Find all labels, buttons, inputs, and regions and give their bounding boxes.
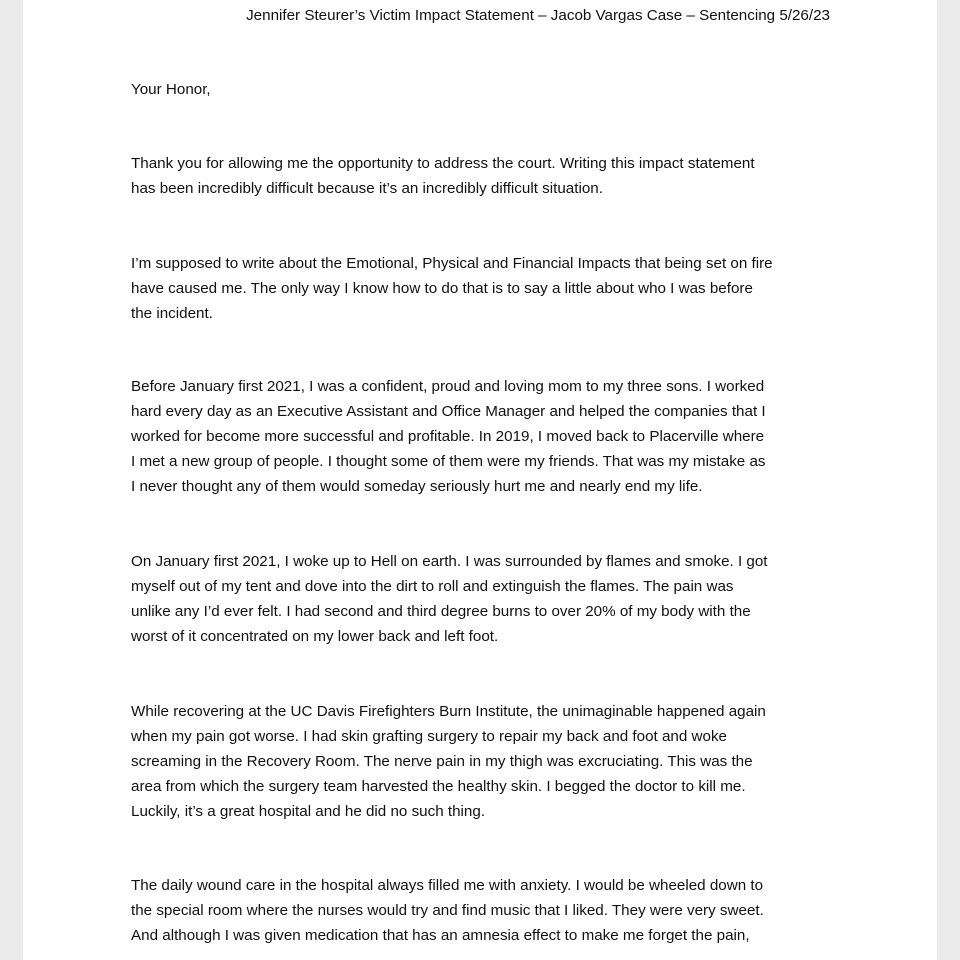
- text-line: While recovering at the UC Davis Firefighters Burn Institute, the unimaginable happened again: [131, 703, 766, 720]
- paragraph: [131, 151, 755, 201]
- text-line: have caused me. The only way I know how to do that is to say a little about who I was before: [131, 280, 753, 297]
- salutation: Your Honor,: [131, 81, 211, 98]
- text-line: the incident.: [131, 305, 213, 322]
- text-line: worst of it concentrated on my lower back and left foot.: [131, 628, 499, 645]
- text-line: hard every day as an Executive Assistant and Office Manager and helped the companies that I: [131, 403, 766, 420]
- document-header: Jennifer Steurer’s Victim Impact Statement – Jacob Vargas Case – Sentencing 5/26/23: [246, 7, 830, 24]
- paragraph: [131, 873, 764, 948]
- text-line: the special room where the nurses would try and find music that I liked. They were very sweet.: [131, 902, 764, 919]
- text-line: I met a new group of people. I thought some of them were my friends. That was my mistake as: [131, 453, 766, 470]
- text-line: I never thought any of them would someday seriously hurt me and nearly end my life.: [131, 478, 703, 495]
- document-page: [23, 0, 937, 960]
- text-line: when my pain got worse. I had skin grafting surgery to repair my back and foot and woke: [131, 728, 727, 745]
- text-line: unlike any I’d ever felt. I had second and third degree burns to over 20% of my body with the: [131, 603, 751, 620]
- text-line: myself out of my tent and dove into the dirt to roll and extinguish the flames. The pain was: [131, 578, 734, 595]
- text-line: worked for become more successful and profitable. In 2019, I moved back to Placerville where: [131, 428, 765, 445]
- text-line: has been incredibly difficult because it’s an incredibly difficult situation.: [131, 180, 603, 197]
- text-line: Thank you for allowing me the opportunity to address the court. Writing this impact statement: [131, 155, 755, 172]
- paragraph: [131, 374, 766, 499]
- text-line: I’m supposed to write about the Emotional, Physical and Financial Impacts that being set on fire: [131, 255, 773, 272]
- text-line: The daily wound care in the hospital always filled me with anxiety. I would be wheeled down to: [131, 877, 764, 894]
- text-line: Before January first 2021, I was a confident, proud and loving mom to my three sons. I worked: [131, 378, 765, 395]
- paragraph: [131, 251, 773, 326]
- text-line: Luckily, it’s a great hospital and he did no such thing.: [131, 803, 486, 820]
- text-line: area from which the surgery team harvested the healthy skin. I begged the doctor to kill me.: [131, 778, 746, 795]
- text-line: And although I was given medication that has an amnesia effect to make me forget the pain,: [131, 927, 750, 944]
- text-line: screaming in the Recovery Room. The nerve pain in my thigh was excruciating. This was the: [131, 753, 753, 770]
- text-line: On January first 2021, I woke up to Hell on earth. I was surrounded by flames and smoke. I got: [131, 553, 768, 570]
- paragraph: [131, 699, 766, 824]
- paragraph: [131, 549, 768, 649]
